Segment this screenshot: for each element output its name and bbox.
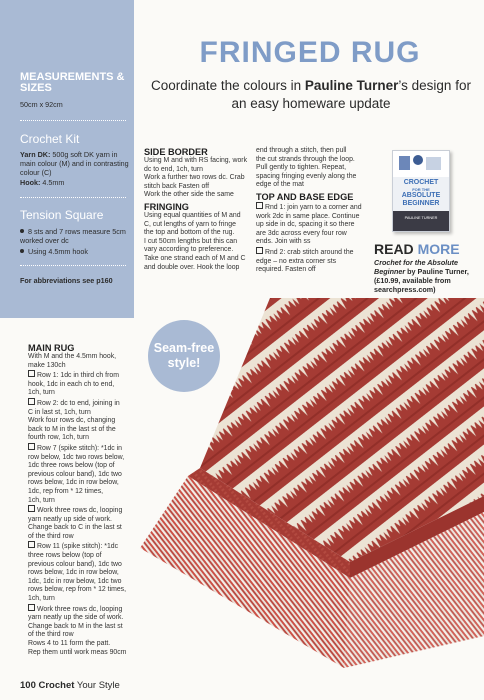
instruction-line: 1ch, turn: [28, 389, 55, 397]
tension-heading: Tension Square: [20, 208, 104, 222]
kit-heading: Crochet Kit: [20, 132, 80, 146]
instruction-line: Row 1: 1dc in third ch from: [28, 370, 136, 381]
side-border-text: [144, 157, 254, 200]
instruction-line: Row 7 (spike stitch): *1dc in: [28, 443, 136, 454]
text-line: the cut strands through the loop.: [256, 155, 355, 163]
instruction-line: yarn neatly up the side of work.: [28, 614, 124, 622]
text-line: Using M and with RS facing, work: [144, 157, 248, 164]
instruction-line: rows below, 1dc in row below,: [28, 569, 119, 577]
measurements-heading: MEASUREMENTS & SIZES: [20, 71, 125, 94]
bullet-icon: [20, 229, 24, 233]
top-base-section: [256, 147, 368, 275]
fringing-text: [144, 212, 254, 272]
book-author: PAULINE TURNER: [404, 216, 438, 220]
instruction-line: Row 11 (spike stitch): *1dc: [28, 541, 136, 552]
read-more-heading: READ MORE: [374, 241, 460, 257]
checkbox-icon: [28, 443, 35, 450]
designer-name: Pauline Turner: [304, 78, 399, 93]
instruction-line: three rows below (top of: [28, 552, 102, 560]
text-line: Take one strand each of M and C: [144, 254, 246, 262]
checkbox-icon: [28, 604, 35, 611]
checkbox-icon: [28, 398, 35, 405]
divider: [20, 197, 126, 198]
divider: [20, 120, 126, 121]
abbreviations-note: For abbreviations see p160: [20, 276, 113, 285]
text-line: the top and bottom of the rug.: [144, 229, 235, 237]
instruction-line: Work three rows dc, looping: [28, 604, 136, 615]
text-line: edge – no extra corner sts: [256, 257, 337, 265]
instruction-line: rows below, rep from * 12 times,: [28, 586, 127, 594]
instruction-line: Change back to C in the last st: [28, 524, 122, 532]
instruction-line: 1ch, turn: [28, 595, 55, 603]
seam-free-badge: Seam-free style!: [148, 320, 220, 392]
text-line: stitch back Fasten off: [144, 182, 209, 190]
instruction-line: 1ch, turn: [28, 496, 55, 504]
book-cover-photo: [393, 151, 449, 177]
book-title-ref: Crochet for the Absolute Beginner: [374, 258, 458, 276]
text-line: vary according to preference.: [144, 246, 234, 254]
instruction-line: Row 2: dc to end, joining in: [28, 398, 136, 409]
instruction-line: Work four rows dc, changing: [28, 417, 116, 425]
instruction-line: With M and the 4.5mm hook,: [28, 353, 117, 360]
checkbox-icon: [256, 202, 263, 209]
read-more-text: Crochet for the Absolute Beginner by Pauline Turner, (£10.99, available from searchpress.com): [374, 258, 469, 294]
text-line: end through a stitch, then pull: [256, 147, 347, 154]
text-line: required. Fasten off: [256, 266, 316, 274]
instruction-line: rows below, 1dc in row below,: [28, 479, 119, 487]
instruction-line: of the third row: [28, 532, 74, 540]
instruction-line: 1dc three rows below (top of: [28, 462, 115, 470]
instruction-line: of the third row: [28, 631, 74, 639]
instruction-line: previous colour band), 1dc two: [28, 560, 122, 568]
magazine-name-rest: Your Style: [74, 680, 120, 691]
text-line: C, cut lengths of yarn to fringe: [144, 220, 236, 228]
kit-yarn-text: 500g soft DK yarn in main colour (M) and in contrasting colour (C): [20, 150, 129, 177]
instruction-line: make 130ch: [28, 361, 66, 369]
kit-yarn-label: Yarn DK:: [20, 150, 51, 159]
divider: [20, 265, 126, 266]
text-line: Work the other side the same: [144, 191, 234, 199]
rnd1-text: [256, 202, 368, 247]
instruction-line: 1dc, 1dc in row below, 1dc two: [28, 577, 122, 585]
checkbox-icon: [256, 247, 263, 254]
bullet-icon: [20, 249, 24, 253]
text-line: Rnd 1: join yarn to a corner and: [256, 202, 368, 213]
text-line: Work a further two rows dc. Crab: [144, 174, 245, 182]
text-line: up side in dc, spacing it so there: [256, 221, 355, 229]
instruction-line: row below, 1dc two rows below,: [28, 453, 125, 461]
text-line: dc to end, 1ch, turn: [144, 165, 203, 173]
instruction-line: 1dc, rep from * 12 times,: [28, 487, 104, 495]
page-subtitle: Coordinate the colours in Pauline Turner’s design for an easy homeware update: [151, 78, 471, 111]
text-line: edge of the mat: [256, 181, 304, 189]
instruction-line: Work three rows dc, looping: [28, 505, 136, 516]
page-number: 100: [20, 680, 36, 691]
tension-item: 8 sts and 7 rows measure 5cm worked over dc: [20, 227, 126, 245]
side-border-heading: SIDE BORDER: [144, 147, 208, 157]
book-title: CROCHET FOR THE ABSOLUTE BEGINNER: [401, 179, 441, 207]
main-rug-text: [28, 353, 136, 657]
text-line: are 3dc across every four row: [256, 229, 347, 237]
instruction-line: previous colour band), 1dc two: [28, 470, 122, 478]
text-line: I cut 50cm lengths but this can: [144, 237, 238, 245]
tension-item: Using 4.5mm hook: [20, 247, 88, 256]
text-line: Rnd 2: crab stitch around the: [256, 247, 368, 258]
top-base-heading: TOP AND BASE EDGE: [256, 191, 354, 202]
instruction-line: yarn neatly up side of work.: [28, 515, 112, 523]
instruction-line: C in last st, 1ch, turn: [28, 408, 91, 416]
info-sidebar: [0, 0, 134, 318]
magazine-name: Crochet: [38, 680, 75, 691]
instruction-line: Rows 4 to 11 form the patt.: [28, 640, 111, 647]
text-line: work 2dc in same place. Continue: [256, 212, 360, 220]
kit-yarn: [20, 150, 130, 177]
text-line: Using equal quantities of M and: [144, 211, 241, 219]
side-border-section: [144, 147, 254, 272]
book-cover-image: [392, 150, 450, 232]
kit-hook-label: Hook:: [20, 178, 41, 187]
checkbox-icon: [28, 505, 35, 512]
instruction-line: Rep them until work meas 90cm: [28, 648, 127, 656]
measurements-value: 50cm x 92cm: [20, 100, 63, 109]
kit-hook: [20, 178, 64, 187]
page-title: FRINGED RUG: [199, 36, 421, 69]
fringing-heading: FRINGING: [144, 201, 189, 212]
instruction-line: hook, 1dc in each ch to end,: [28, 380, 115, 388]
text-line: spacing fringing evenly along the: [256, 172, 357, 180]
page-footer: [20, 680, 120, 691]
checkbox-icon: [28, 370, 35, 377]
main-rug-heading: MAIN RUG: [28, 343, 75, 353]
instruction-line: fourth row, 1ch, turn: [28, 434, 89, 442]
instruction-line: back to M in the last st of the: [28, 425, 116, 433]
text-line: ends. Join with ss: [256, 238, 311, 246]
text-line: Pull gently to tighten. Repeat,: [256, 164, 347, 172]
main-rug-section: [28, 343, 136, 657]
instruction-line: Change back to M in the last st: [28, 622, 123, 630]
checkbox-icon: [28, 541, 35, 548]
fringing-continued-text: [256, 147, 368, 190]
text-line: and double over. Hook the loop: [144, 263, 240, 271]
kit-hook-value: 4.5mm: [42, 178, 65, 187]
rnd2-text: [256, 247, 368, 275]
